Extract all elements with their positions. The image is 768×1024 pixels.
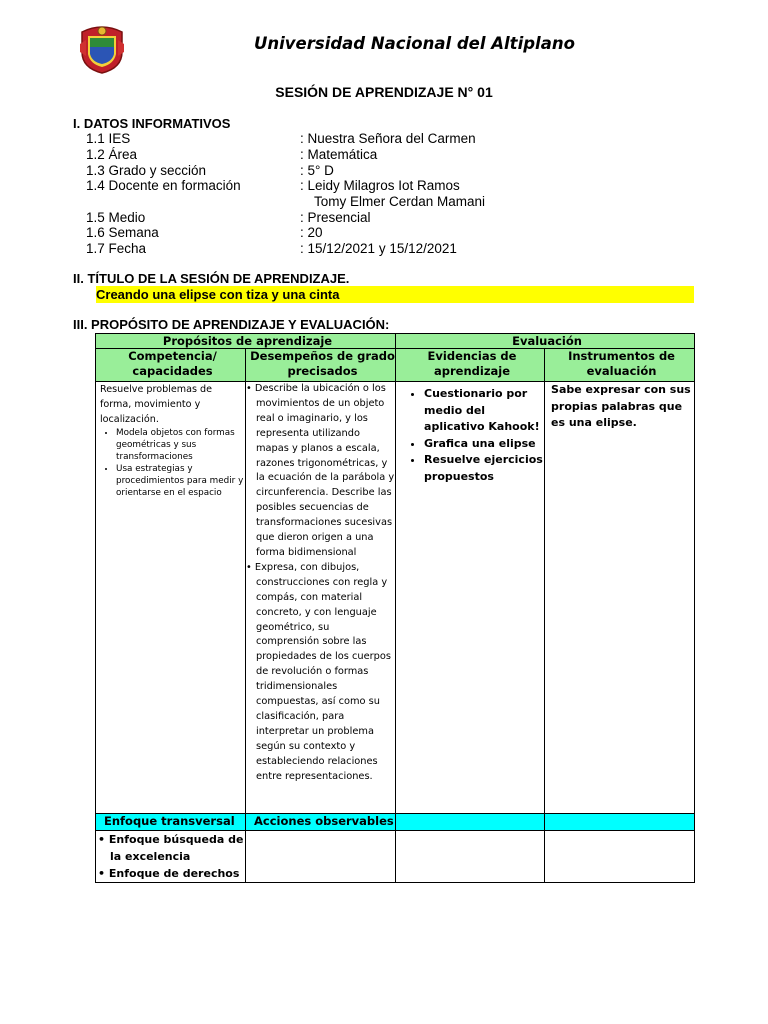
col-header-evidencias: Evidencias de aprendizaje bbox=[396, 349, 545, 382]
info-label: 1.5 Medio bbox=[86, 210, 146, 225]
competencia-cell bbox=[96, 382, 246, 814]
empty-cell bbox=[246, 831, 396, 883]
session-title-highlight bbox=[96, 286, 694, 303]
desempenos-cell bbox=[246, 382, 396, 814]
capacidad-item: • Usa estrategias y procedimientos para medir y orientarse en el espacio bbox=[116, 463, 245, 499]
evidencia-item: • Cuestionario por medio del aplicativo Kahook! bbox=[424, 386, 544, 436]
info-value: : Presencial bbox=[300, 210, 371, 225]
col-header-desempenos: Desempeños de grado precisados bbox=[246, 349, 396, 382]
section-3-heading: III. PROPÓSITO DE APRENDIZAJE Y EVALUACIÓN: bbox=[73, 317, 390, 332]
info-label: 1.2 Área bbox=[86, 147, 138, 162]
empty-header-cell bbox=[396, 814, 545, 831]
info-label: 1.6 Semana bbox=[86, 225, 159, 240]
enfoques-cell bbox=[96, 831, 246, 883]
info-label: 1.7 Fecha bbox=[86, 241, 147, 256]
desempeno-item: • Describe la ubicación o los movimientos de un objeto real o imaginario, y los representa utilizando mapas y planos a escala, razones trigonométricas, y la ecuación de la parábola y circunferencia. Describe las posibles secuencias de transformaciones sucesivas que dieron origen a una forma bidimensional bbox=[246, 383, 395, 558]
info-label: 1.4 Docente en formación bbox=[86, 178, 241, 193]
info-value: : Matemática bbox=[300, 147, 378, 162]
section-2-heading: II. TÍTULO DE LA SESIÓN DE APRENDIZAJE. bbox=[73, 271, 350, 286]
evidencias-cell bbox=[396, 382, 545, 814]
session-title: Creando una elipse con tiza y una cinta bbox=[96, 287, 340, 302]
enfoque-header: Enfoque transversal bbox=[96, 814, 246, 831]
instrumento-cell: Sabe expresar con sus propias palabras que es una elipse. bbox=[545, 382, 695, 814]
group-header-purposes: Propósitos de aprendizaje bbox=[96, 334, 396, 349]
university-name: Universidad Nacional del Altiplano bbox=[254, 34, 575, 53]
enfoque-item: • Enfoque búsqueda de la excelencia bbox=[98, 833, 244, 863]
capacidad-item: • Modela objetos con formas geométricas y sus transformaciones bbox=[116, 427, 245, 463]
enfoque-item: • Enfoque de derechos bbox=[98, 867, 240, 880]
empty-header-cell bbox=[545, 814, 695, 831]
document-title: SESIÓN DE APRENDIZAJE N° 01 bbox=[275, 84, 493, 100]
info-value: Tomy Elmer Cerdan Mamani bbox=[314, 194, 486, 209]
section-1-heading: I. DATOS INFORMATIVOS bbox=[73, 116, 231, 131]
info-value: : Nuestra Señora del Carmen bbox=[300, 131, 476, 146]
info-value: : 20 bbox=[300, 225, 323, 240]
info-label: 1.1 IES bbox=[86, 131, 131, 146]
empty-cell bbox=[396, 831, 545, 883]
group-header-evaluation: Evaluación bbox=[396, 334, 695, 349]
info-value: : Leidy Milagros Iot Ramos bbox=[300, 178, 460, 193]
university-crest-logo bbox=[78, 22, 126, 74]
evidencia-item: • Grafica una elipse bbox=[424, 436, 544, 453]
info-label: 1.3 Grado y sección bbox=[86, 163, 207, 178]
col-header-competencia: Competencia/ capacidades bbox=[96, 349, 246, 382]
col-header-instrumentos: Instrumentos de evaluación bbox=[545, 349, 695, 382]
evidencia-item: • Resuelve ejercicios propuestos bbox=[424, 452, 544, 485]
acciones-header: Acciones observables bbox=[246, 814, 396, 831]
competencia-text: Resuelve problemas de forma, movimiento y localización. bbox=[100, 384, 213, 425]
empty-cell bbox=[545, 831, 695, 883]
info-value: : 5° D bbox=[300, 163, 334, 178]
desempeno-item: • Expresa, con dibujos, construcciones con regla y compás, con material concreto, y con lenguaje geométrico, su comprensión sobre las propiedades de los cuerpos de revolución o formas tridimensionales compuestas, así como su clasificación, para interpretar un problema según su contexto y estableciendo relaciones entre representaciones. bbox=[246, 561, 391, 782]
info-value: : 15/12/2021 y 15/12/2021 bbox=[300, 241, 457, 256]
purpose-evaluation-table bbox=[95, 333, 695, 883]
